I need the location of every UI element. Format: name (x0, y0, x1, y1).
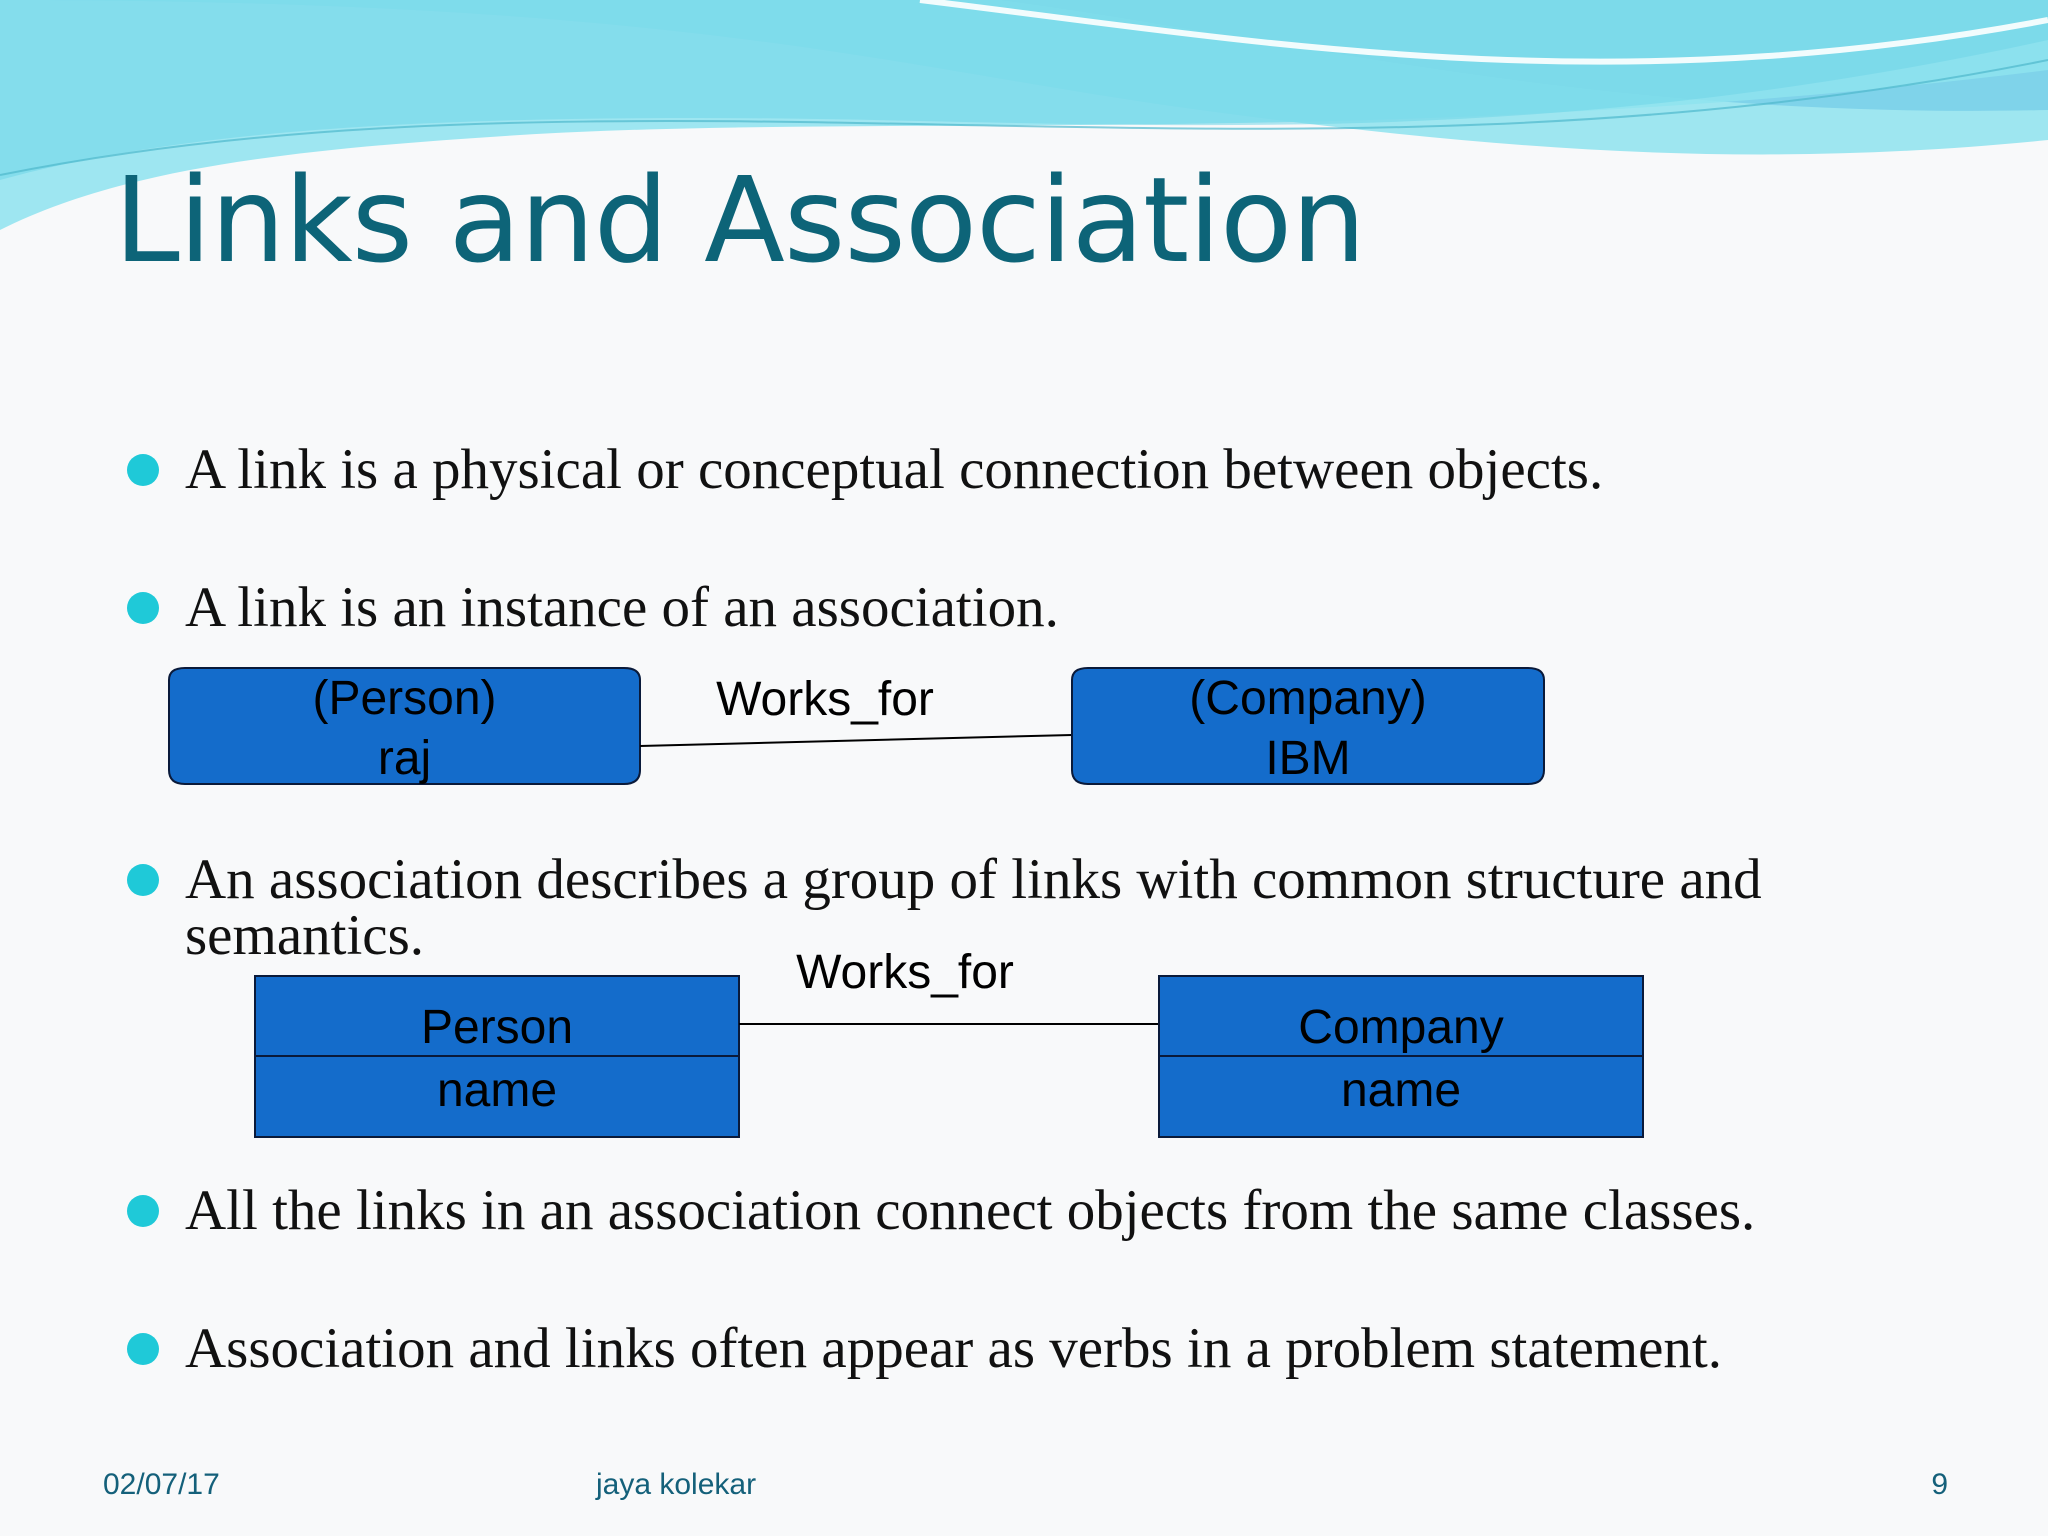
person-class-name: Person (420, 1001, 574, 1054)
company-class-name: Company (1298, 1001, 1504, 1054)
bullet-dot-icon (127, 1195, 159, 1227)
bullet-text: All the links in an association connect objects from the same classes. (185, 1179, 1756, 1242)
company-class-attribute: name (1340, 1064, 1462, 1117)
bullet-text: Association and links often appear as verbs in a problem statement. (185, 1317, 1722, 1380)
link-label: Works_for (716, 673, 934, 726)
slide-title: Links and Association (114, 151, 1366, 289)
bullet-text: A link is a physical or conceptual connection between objects. (185, 438, 1604, 501)
person-object-name-label: raj (377, 732, 432, 785)
bullet-dot-icon (127, 1333, 159, 1365)
person-object-class-label: (Person) (312, 672, 497, 725)
footer-author: jaya kolekar (596, 1468, 757, 1501)
bullet-text: A link is an instance of an association. (185, 576, 1059, 639)
company-object-name-label: IBM (1265, 732, 1351, 785)
footer-page-number: 9 (1931, 1468, 1948, 1501)
footer-date: 02/07/17 (103, 1468, 220, 1501)
association-label: Works_for (796, 946, 1014, 999)
bullet-text: An association describes a group of links with common structure and semantics. (185, 848, 1762, 967)
person-class-attribute: name (436, 1064, 558, 1117)
company-object-class-label: (Company) (1189, 672, 1427, 725)
